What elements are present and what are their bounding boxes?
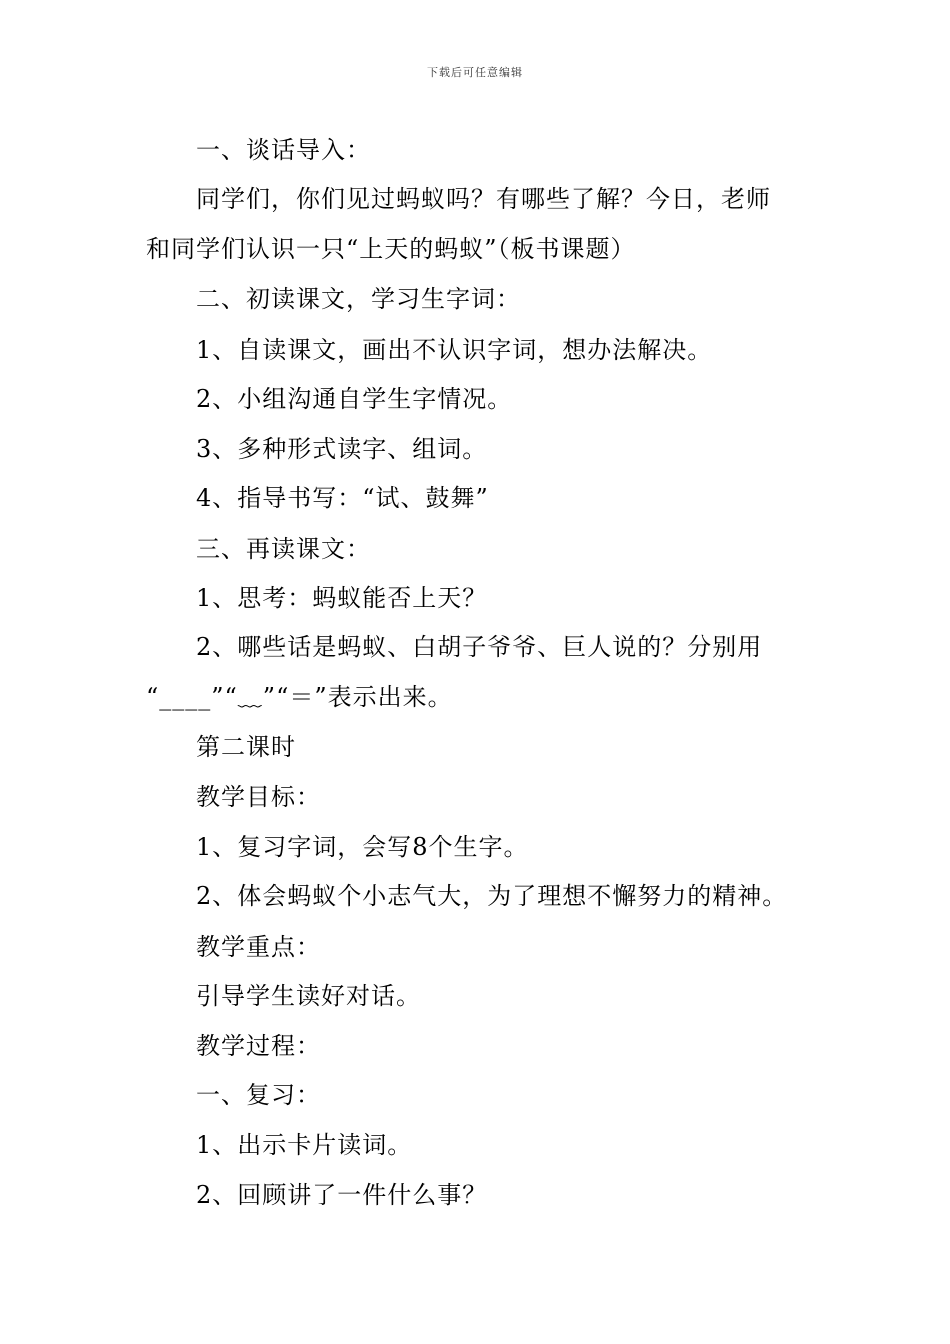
list-item: 2、回顾讲了一件什么事？ — [196, 1181, 488, 1209]
list-item: 1、思考：蚂蚁能否上天？ — [196, 584, 488, 612]
list-item-continued: “____”“﹏”“＝”表示出来。 — [146, 683, 453, 711]
list-item: 4、指导书写：“试、鼓舞” — [196, 484, 489, 512]
lesson-title: 第二课时 — [196, 733, 296, 761]
list-item: 2、小组沟通自学生字情况。 — [196, 385, 513, 413]
paragraph-line: 同学们，你们见过蚂蚁吗？有哪些了解？今日，老师 — [196, 185, 771, 213]
list-item: 1、复习字词，会写8个生字。 — [196, 833, 529, 861]
list-item: 1、自读课文，画出不认识字词，想办法解决。 — [196, 336, 713, 364]
paragraph-line-continued: 和同学们认识一只“上天的蚂蚁”（板书课题） — [146, 235, 636, 263]
section-heading: 教学过程： — [196, 1032, 321, 1060]
section-heading: 一、复习： — [196, 1081, 321, 1109]
section-heading: 教学目标： — [196, 783, 321, 811]
list-item: 2、体会蚂蚁个小志气大，为了理想不懈努力的精神。 — [196, 882, 788, 910]
list-item: 3、多种形式读字、组词。 — [196, 435, 488, 463]
section-heading: 三、再读课文： — [196, 535, 371, 563]
list-item: 1、出示卡片读词。 — [196, 1131, 413, 1159]
list-item: 2、哪些话是蚂蚁、白胡子爷爷、巨人说的？分别用 — [196, 633, 763, 661]
section-heading: 一、谈话导入： — [196, 136, 371, 164]
section-heading: 二、初读课文，学习生字词： — [196, 285, 521, 313]
section-heading: 教学重点： — [196, 933, 321, 961]
paragraph-line: 引导学生读好对话。 — [196, 982, 421, 1010]
page-header: 下载后可任意编辑 — [427, 66, 523, 79]
